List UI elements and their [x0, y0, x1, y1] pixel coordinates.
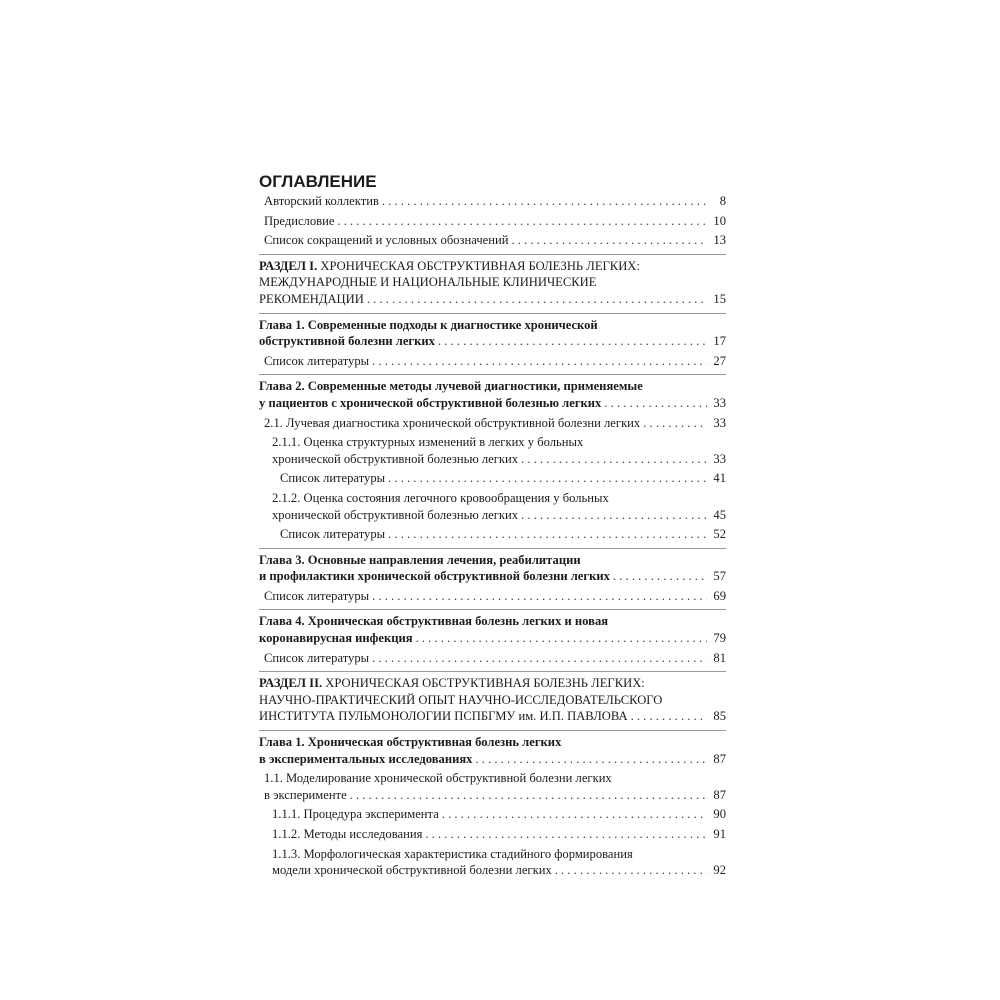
dot-leader [416, 630, 707, 647]
toc-entry-line [259, 552, 726, 569]
toc-entry-line [272, 846, 726, 863]
toc-leader-line [264, 213, 726, 230]
toc-entry-line [259, 675, 726, 692]
toc-entry-text: РАЗДЕЛ II. ХРОНИЧЕСКАЯ ОБСТРУКТИВНАЯ БОЛЕЗНЬ ЛЕГКИХ: [259, 676, 645, 691]
toc-leader-line [272, 806, 726, 823]
dot-leader [337, 213, 707, 230]
toc-leader-line [259, 708, 726, 725]
dot-leader [372, 650, 707, 667]
toc-chapter-entry [259, 548, 726, 585]
toc-entry [259, 434, 726, 467]
toc-page-number: 69 [713, 588, 726, 603]
dot-leader [438, 333, 707, 350]
toc-section-entry [259, 254, 726, 308]
toc-entry-line [259, 378, 726, 395]
toc-page-number: 8 [719, 194, 726, 208]
toc-entry [259, 526, 726, 543]
dot-leader [475, 751, 707, 768]
toc-entry [259, 846, 726, 879]
toc-entry-text: обструктивной болезни легких [259, 334, 435, 349]
toc-page-number: 79 [713, 631, 726, 646]
toc-page-number: 92 [713, 863, 726, 878]
toc-entry-line [259, 258, 726, 275]
toc-entry-text: РЕКОМЕНДАЦИИ [259, 291, 364, 306]
toc-leader-line [272, 826, 726, 843]
toc-page-number: 15 [713, 291, 726, 306]
toc-entry-text: 2.1.1. Оценка структурных изменений в легких у больных [272, 435, 584, 450]
toc-entry-text: Список литературы [280, 471, 386, 486]
toc-entry-text: Список литературы [280, 527, 386, 542]
toc-page-number: 52 [713, 527, 726, 542]
toc-entry-text: Глава 1. Современные подходы к диагностике хронической [259, 317, 598, 332]
toc-entry-text: 1.1. Моделирование хронической обструктивной болезни легких [264, 771, 612, 786]
toc-leader-line [264, 193, 726, 210]
toc-leader-line [264, 787, 726, 804]
toc-entry [259, 193, 726, 210]
toc-entry-text: у пациентов с хронической обструктивной болезнью легких [259, 395, 602, 410]
toc-page-number: 33 [713, 415, 726, 430]
toc-entry-text: Предисловие [264, 213, 335, 228]
toc-entry [259, 588, 726, 605]
toc-entry-text: 2.1.2. Оценка состояния легочного кровообращения у больных [272, 490, 609, 505]
toc-entry-text: 1.1.3. Морфологическая характеристика стадийного формирования [272, 846, 633, 861]
dot-leader [367, 291, 707, 308]
toc-entry-text: 2.1. Лучевая диагностика хронической обструктивной болезни легких [264, 415, 641, 430]
toc-entry-line [259, 692, 726, 709]
toc-entry [259, 806, 726, 823]
toc-entry-text: Глава 2. Современные методы лучевой диагностики, применяемые [259, 379, 643, 394]
toc-leader-line [280, 526, 726, 543]
toc-page-number: 45 [713, 507, 726, 522]
toc-section-entry [259, 671, 726, 725]
toc-page-number: 90 [713, 807, 726, 822]
toc-page-number: 57 [713, 569, 726, 584]
dot-leader [511, 232, 707, 249]
toc-entry-text: ИНСТИТУТА ПУЛЬМОНОЛОГИИ ПСПБГМУ им. И.П. ПАВЛОВА [259, 709, 628, 724]
dot-leader [382, 193, 707, 210]
toc-leader-line [259, 568, 726, 585]
toc-entry [259, 470, 726, 487]
toc-entry-line [259, 274, 726, 291]
dot-leader [372, 353, 707, 370]
toc-leader-line [272, 862, 726, 879]
dot-leader [350, 787, 707, 804]
dot-leader [631, 708, 707, 725]
toc-leader-line [264, 588, 726, 605]
toc-entry [259, 826, 726, 843]
toc-entry-text: Глава 1. Хроническая обструктивная болезнь легких [259, 735, 562, 750]
toc-leader-line [272, 507, 726, 524]
toc-page-number: 17 [713, 334, 726, 349]
dot-leader [643, 415, 707, 432]
toc-page-number: 91 [713, 827, 726, 841]
toc-leader-line [259, 291, 726, 308]
toc-chapter-entry [259, 313, 726, 350]
toc-entry-text: и профилактики хронической обструктивной болезни легких [259, 569, 610, 584]
toc-entry-text: Глава 4. Хроническая обструктивная болезнь легких и новая [259, 614, 609, 629]
toc-page-number: 87 [713, 787, 726, 802]
toc-entry-text: 1.1.1. Процедура эксперимента [272, 807, 439, 822]
toc-chapter-entry [259, 609, 726, 646]
toc-entry-text: Список литературы [264, 588, 370, 603]
toc-entry-text: модели хронической обструктивной болезни легких [272, 863, 552, 878]
toc-entry-text: Список литературы [264, 353, 370, 368]
toc-entry-line [272, 490, 726, 507]
dot-leader [388, 470, 707, 487]
toc-page-number: 33 [713, 395, 726, 410]
toc-leader-line [264, 415, 726, 432]
toc-entry [259, 353, 726, 370]
toc-entry-line [264, 770, 726, 787]
toc-leader-line [259, 395, 726, 412]
toc-leader-line [264, 232, 726, 249]
toc-heading: ОГЛАВЛЕНИЕ [259, 172, 377, 191]
toc-entry-text: в эксперименте [264, 787, 347, 802]
toc-entry-text: РАЗДЕЛ I. ХРОНИЧЕСКАЯ ОБСТРУКТИВНАЯ БОЛЕЗНЬ ЛЕГКИХ: [259, 258, 640, 273]
toc-entry-line [259, 613, 726, 630]
toc-leader-line [272, 451, 726, 468]
toc-chapter-entry [259, 374, 726, 411]
dot-leader [388, 526, 707, 543]
toc-entry-text: НАУЧНО-ПРАКТИЧЕСКИЙ ОПЫТ НАУЧНО-ИССЛЕДОВАТЕЛЬСКОГО [259, 692, 663, 707]
toc-entry [259, 770, 726, 803]
dot-leader [521, 507, 707, 524]
toc-chapter-entry [259, 730, 726, 767]
dot-leader [521, 451, 707, 468]
toc-leader-line [259, 630, 726, 647]
dot-leader [442, 806, 707, 823]
toc-page-number: 33 [713, 451, 726, 466]
toc-entry-text: Глава 3. Основные направления лечения, реабилитации [259, 552, 581, 567]
toc-entry [259, 415, 726, 432]
toc-entry-text: в экспериментальных исследованиях [259, 751, 473, 766]
toc-entry-text: 1.1.2. Методы исследования [272, 827, 423, 841]
toc-entry-text: хронической обструктивной болезнью легких [272, 507, 519, 522]
toc-entry-text: МЕЖДУНАРОДНЫЕ И НАЦИОНАЛЬНЫЕ КЛИНИЧЕСКИЕ [259, 275, 597, 290]
toc-entry [259, 650, 726, 667]
toc-entry [259, 232, 726, 249]
dot-leader [425, 826, 707, 843]
toc-entry-text: Список литературы [264, 650, 370, 665]
toc-page-number: 87 [713, 751, 726, 766]
toc-page-number: 27 [713, 353, 726, 368]
toc-page-number: 10 [713, 213, 726, 228]
toc-entry-text: коронавирусная инфекция [259, 631, 413, 646]
toc-entry-line [259, 734, 726, 751]
toc-entry-text: Авторский коллектив [264, 194, 379, 208]
dot-leader [555, 862, 707, 879]
dot-leader [613, 568, 707, 585]
toc-leader-line [264, 353, 726, 370]
toc-leader-line [264, 650, 726, 667]
toc-entry-text: хронической обструктивной болезнью легких [272, 451, 519, 466]
toc-leader-line [280, 470, 726, 487]
toc-leader-line [259, 751, 726, 768]
toc-leader-line [259, 333, 726, 350]
toc-page-number: 81 [713, 650, 726, 665]
toc-section-label: РАЗДЕЛ I. [259, 258, 318, 273]
toc-entry-text: Список сокращений и условных обозначений [264, 233, 509, 248]
toc-page-number: 41 [713, 471, 726, 486]
toc-section-label: РАЗДЕЛ II. [259, 676, 323, 691]
table-of-contents [259, 193, 726, 879]
toc-entry [259, 490, 726, 523]
dot-leader [604, 395, 707, 412]
toc-entry [259, 213, 726, 230]
toc-page-number: 13 [713, 233, 726, 248]
toc-entry-line [259, 317, 726, 334]
toc-page-number: 85 [713, 709, 726, 724]
dot-leader [372, 588, 707, 605]
toc-entry-line [272, 434, 726, 451]
